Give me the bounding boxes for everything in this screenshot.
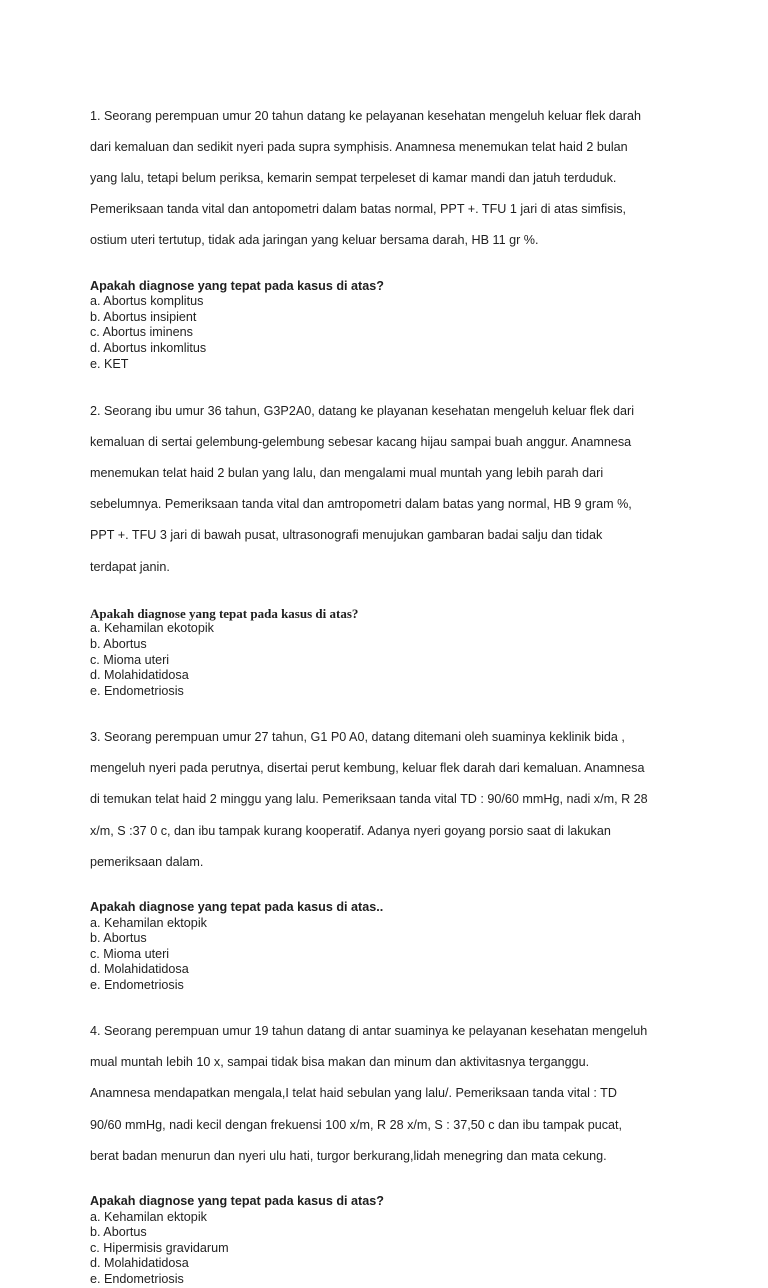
case-line: x/m, S :37 0 c, dan ibu tampak kurang kooperatif. Adanya nyeri goyang porsio saat di lakukan [90, 823, 611, 838]
option-a: a. Kehamilan ekotopik [90, 621, 214, 636]
option-a: a. Abortus komplitus [90, 294, 204, 309]
question-2-case [90, 388, 690, 591]
question-1-options [90, 294, 690, 372]
question-2-prompt: Apakah diagnose yang tepat pada kasus di atas? [90, 605, 359, 621]
option-a: a. Kehamilan ektopik [90, 1209, 207, 1224]
question-1 [90, 93, 690, 372]
option-e: e. Endometriosis [90, 1271, 184, 1286]
case-line: mengeluh nyeri pada perutnya, disertai perut kembung, keluar flek darah dari kemaluan. Anamnesa [90, 761, 645, 776]
question-3-case [90, 714, 690, 886]
option-a: a. Kehamilan ektopik [90, 915, 207, 930]
question-1-case [90, 93, 690, 265]
case-line: sebelumnya. Pemeriksaan tanda vital dan amtropometri dalam batas yang normal, HB 9 gram %, [90, 497, 632, 512]
question-2 [90, 388, 690, 699]
question-4 [90, 1008, 690, 1287]
case-line: 4. Seorang perempuan umur 19 tahun datang di antar suaminya ke pelayanan kesehatan mengeluh [90, 1024, 648, 1039]
case-line: PPT +. TFU 3 jari di bawah pusat, ultrasonografi menujukan gambaran badai salju dan tidak [90, 528, 603, 543]
document-page [90, 93, 690, 1288]
case-line: di temukan telat haid 2 minggu yang lalu. Pemeriksaan tanda vital TD : 90/60 mmHg, nadi x/m, R 28 [90, 792, 648, 807]
option-b: b. Abortus [90, 637, 147, 651]
case-line: menemukan telat haid 2 bulan yang lalu, dan mengalami mual muntah yang lebih parah dari [90, 466, 604, 481]
case-line: 3. Seorang perempuan umur 27 tahun, G1 P0 A0, datang ditemani oleh suaminya keklinik bida , [90, 729, 625, 744]
case-line: 90/60 mmHg, nadi kecil dengan frekuensi 100 x/m, R 28 x/m, S : 37,50 c dan ibu tampak pucat, [90, 1117, 623, 1132]
case-line: ostium uteri tertutup, tidak ada jaringan yang keluar bersama darah, HB 11 gr %. [90, 233, 539, 248]
option-d: d. Molahidatidosa [90, 1256, 189, 1271]
option-b: b. Abortus [90, 1225, 147, 1240]
question-4-case [90, 1008, 690, 1180]
question-3 [90, 714, 690, 993]
question-1-prompt: Apakah diagnose yang tepat pada kasus di atas? [90, 278, 384, 293]
option-e: e. Endometriosis [90, 683, 184, 698]
option-c: c. Mioma uteri [90, 946, 170, 961]
option-b: b. Abortus [90, 931, 147, 946]
case-line: kemaluan di sertai gelembung-gelembung sebesar kacang hijau sampai buah anggur. Anamnesa [90, 434, 632, 449]
case-line: berat badan menurun dan nyeri ulu hati, turgor berkurang,lidah menegring dan mata cekung. [90, 1148, 607, 1163]
option-d: d. Molahidatidosa [90, 962, 189, 977]
question-2-options [90, 621, 690, 699]
option-d: d. Abortus inkomlitus [90, 340, 207, 355]
case-line: pemeriksaan dalam. [90, 854, 204, 869]
question-4-prompt: Apakah diagnose yang tepat pada kasus di atas? [90, 1194, 384, 1208]
option-c: c. Hipermisis gravidarum [90, 1240, 229, 1255]
question-4-options [90, 1210, 690, 1288]
case-line: yang lalu, tetapi belum periksa, kemarin sempat terpeleset di kamar mandi dan jatuh terduduk. [90, 170, 617, 185]
case-line: dari kemaluan dan sedikit nyeri pada supra symphisis. Anamnesa menemukan telat haid 2 bulan [90, 139, 628, 154]
case-line: 2. Seorang ibu umur 36 tahun, G3P2A0, datang ke playanan kesehatan mengeluh keluar flek dari [90, 403, 634, 418]
option-b: b. Abortus insipient [90, 309, 197, 324]
case-line: 1. Seorang perempuan umur 20 tahun datang ke pelayanan kesehatan mengeluh keluar flek darah [90, 108, 642, 123]
option-e: e. KET [90, 356, 129, 371]
question-3-prompt: Apakah diagnose yang tepat pada kasus di atas.. [90, 899, 384, 914]
option-c: c. Mioma uteri [90, 652, 170, 667]
case-line: Anamnesa mendapatkan mengala,I telat haid sebulan yang lalu/. Pemeriksaan tanda vital : TD [90, 1086, 617, 1101]
case-line: mual muntah lebih 10 x, sampai tidak bisa makan dan minum dan aktivitasnya terganggu. [90, 1055, 590, 1070]
case-line: Pemeriksaan tanda vital dan antopometri dalam batas normal, PPT +. TFU 1 jari di atas simfisis, [90, 202, 627, 217]
option-c: c. Abortus iminens [90, 325, 193, 340]
question-3-options [90, 916, 690, 994]
option-e: e. Endometriosis [90, 977, 184, 992]
case-line: terdapat janin. [90, 559, 170, 574]
option-d: d. Molahidatidosa [90, 668, 189, 683]
